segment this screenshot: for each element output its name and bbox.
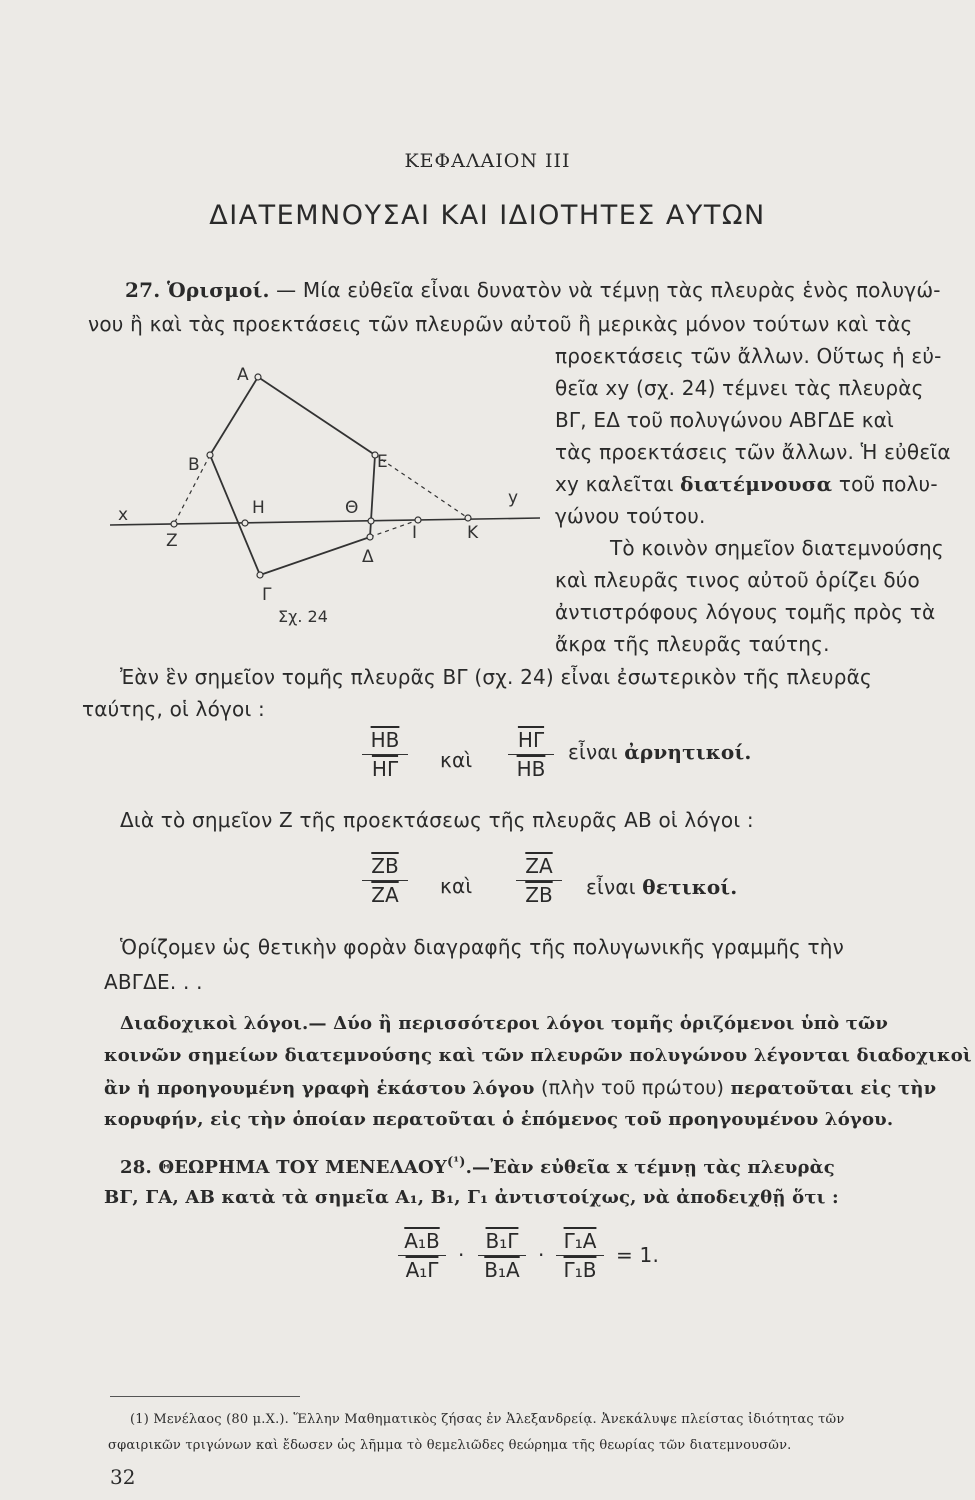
fraction-num: $\overline{ZA}$ — [525, 854, 553, 878]
fraction-HB-HG — [362, 727, 408, 782]
para3-line1: Ἐὰν ἓν σημεῖον τομῆς πλευρᾶς ΒΓ (σχ. 24) εἶναι ἐσωτερικὸν τῆς πλευρᾶς — [120, 665, 872, 689]
word-negative: ἀρνητικοί. — [624, 740, 752, 764]
ext-GD — [370, 520, 418, 537]
sec27-line1-text: — Μία εὐθεῖα εἶναι δυνατὸν νὰ τέμνῃ τὰς πλευρὰς ἑνὸς πολυγώ- — [276, 278, 941, 302]
label-H: Η — [252, 498, 265, 518]
footnote-rule — [110, 1396, 300, 1397]
succ-line1-text: — Δύο ἢ περισσότεροι λόγοι τομῆς ὁριζόμενοι ὑπὸ τῶν — [308, 1013, 889, 1034]
fraction-bar — [478, 1255, 526, 1256]
fraction-den: Β₁Α — [484, 1258, 520, 1282]
succ-line1 — [120, 1013, 888, 1034]
para5-line1: Ὁρίζομεν ὡς θετικὴν φορὰν διαγραφῆς τῆς πολυγωνικῆς γραμμῆς τὴν — [120, 935, 845, 959]
label-E: Ε — [377, 452, 388, 472]
fraction-num: $\overline{ZB}$ — [371, 854, 399, 878]
chapter-heading: ΚΕΦΑΛΑΙΟΝ III — [404, 150, 571, 172]
positive-result — [586, 875, 737, 899]
xy-text-b: τοῦ πολυ- — [838, 472, 938, 496]
sec27-heading: Ὁρισμοί. — [166, 278, 270, 302]
para2-line2: καὶ πλευρᾶς τινος αὐτοῦ ὁρίζει δύο — [555, 568, 920, 592]
succ-line2: κοινῶν σημείων διατεμνούσης καὶ τῶν πλευρῶν πολυγώνου λέγονται διαδοχικοὶ — [104, 1045, 972, 1066]
point-Z — [171, 521, 177, 527]
word-and: καὶ — [440, 748, 473, 772]
label-K: Κ — [467, 523, 479, 543]
side-GD — [260, 537, 370, 575]
word-positive: θετικοί. — [642, 875, 738, 899]
figure-24 — [100, 360, 550, 640]
point-K — [465, 515, 471, 521]
fraction-den: Γ₁Β — [563, 1258, 597, 1282]
word-are: εἶναι — [568, 740, 618, 764]
fraction-num: Α₁Β — [404, 1229, 440, 1253]
fraction-bar — [516, 880, 562, 881]
xy-text-a: xy καλεῖται — [555, 472, 674, 496]
fraction-ZB-ZA — [362, 853, 408, 908]
label-D: Δ — [362, 547, 374, 567]
fraction-den: ΖΑ — [371, 883, 399, 907]
sec27-gon-line: γώνου τούτου. — [555, 504, 706, 528]
fraction-num: $\overline{H\Gamma}$ — [517, 728, 545, 752]
sec27-xy-line — [555, 472, 938, 496]
fraction-bar — [362, 754, 408, 755]
footnote-line1: (1) Μενέλαος (80 μ.Χ.). Ἕλλην Μαθηματικὸς ζήσας ἐν Ἀλεξανδρείᾳ. Ἀνεκάλυψε πλείστας ἰδιότητας τῶν — [130, 1412, 845, 1427]
formula-equals: = 1. — [616, 1243, 659, 1267]
formula-frac-1 — [398, 1228, 446, 1283]
label-B: Β — [188, 455, 200, 475]
fraction-num: $\overline{HB}$ — [370, 728, 400, 752]
succ-heading: Διαδοχικοὶ λόγοι. — [120, 1013, 309, 1034]
sec27-number: 27. — [125, 278, 161, 302]
sec27-right-line3: ΒΓ, ΕΔ τοῦ πολυγώνου ΑΒΓΔΕ καὶ — [555, 408, 895, 432]
sec27-line1 — [125, 278, 941, 302]
label-y: y — [508, 488, 519, 508]
para4: Διὰ τὸ σημεῖον Ζ τῆς προεκτάσεως τῆς πλευρᾶς ΑΒ οἱ λόγοι : — [120, 808, 754, 832]
figure-caption: Σχ. 24 — [278, 607, 328, 626]
fraction-num: Γ₁Α — [563, 1229, 597, 1253]
formula-frac-3 — [556, 1228, 604, 1283]
point-B — [207, 452, 213, 458]
point-H — [242, 520, 248, 526]
succ-line4: κορυφήν, εἰς τὴν ὁποίαν περατοῦται ὁ ἑπόμενος τοῦ προηγουμένου λόγου. — [104, 1109, 894, 1130]
point-D — [367, 534, 373, 540]
fraction-num: Β₁Γ — [485, 1229, 519, 1253]
point-G — [257, 572, 263, 578]
para5-line2: ΑΒΓΔΕ. . . — [104, 970, 203, 994]
sec27-right-line2: θεῖα xy (σχ. 24) τέμνει τὰς πλευρὰς — [555, 376, 924, 400]
negative-result — [568, 740, 751, 764]
fraction-bar — [556, 1255, 604, 1256]
sec27-right-line4: τὰς προεκτάσεις τῶν ἄλλων. Ἡ εὐθεῖα — [555, 440, 951, 464]
fraction-bar — [398, 1255, 446, 1256]
succ-line3 — [104, 1077, 936, 1099]
para2-line3: ἀντιστρόφους λόγους τομῆς πρὸς τὰ — [555, 600, 936, 624]
succ-line3a: ἂν ἡ προηγουμένη γραφὴ ἑκάστου λόγου — [104, 1078, 535, 1099]
sec27-right-line1: προεκτάσεις τῶν ἄλλων. Οὕτως ἡ εὐ- — [555, 344, 942, 368]
sec28-line1 — [120, 1155, 835, 1178]
fraction-bar — [508, 754, 554, 755]
footnote-line2: σφαιρικῶν τριγώνων καὶ ἔδωσεν ὡς λῆμμα τὸ θεμελιῶδες θεώρημα τῆς θεωρίας τῶν διατεμνουσῶν. — [108, 1438, 792, 1453]
label-Th: Θ — [345, 498, 359, 518]
label-A: Α — [237, 365, 249, 385]
fraction-den: ΖΒ — [525, 883, 553, 907]
fraction-den: Α₁Γ — [405, 1258, 439, 1282]
fraction-HG-HB — [508, 727, 554, 782]
label-G: Γ — [262, 585, 272, 605]
term-diatemnousa: διατέμνουσα — [680, 472, 833, 496]
label-Z: Ζ — [166, 531, 178, 551]
chapter-title: ΔΙΑΤΕΜΝΟΥΣΑΙ ΚΑΙ ΙΔΙΟΤΗΤΕΣ ΑΥΤΩΝ — [209, 200, 766, 231]
side-AB — [210, 377, 258, 455]
succ-line3b: (πλὴν τοῦ πρώτου) — [541, 1077, 725, 1099]
word-are-2: εἶναι — [586, 875, 636, 899]
fraction-den: ΗΒ — [516, 757, 546, 781]
footnote-ref: (¹) — [446, 1155, 466, 1170]
fraction-bar — [362, 880, 408, 881]
page-number: 32 — [110, 1465, 136, 1489]
point-Th — [368, 518, 374, 524]
label-I: Ι — [412, 523, 418, 543]
sec28-heading: 28. ΘΕΩΡΗΜΑ ΤΟΥ ΜΕΝΕΛΑΟΥ — [120, 1157, 447, 1178]
para2-line4: ἄκρα τῆς πλευρᾶς ταύτης. — [555, 632, 830, 656]
para3-line2: ταύτης, οἱ λόγοι : — [82, 697, 265, 721]
fraction-ZA-ZB — [516, 853, 562, 908]
sec27-line2: νου ἢ καὶ τὰς προεκτάσεις τῶν πλευρῶν αὐτοῦ ἢ μερικὰς μόνον τούτων καὶ τὰς — [88, 312, 913, 336]
succ-line3c: περατοῦται εἰς τὴν — [730, 1078, 937, 1099]
formula-dot-2: · — [538, 1243, 545, 1267]
formula-frac-2 — [478, 1228, 526, 1283]
fraction-den: ΗΓ — [371, 757, 399, 781]
point-A — [255, 374, 261, 380]
label-x: x — [118, 505, 129, 525]
formula-dot-1: · — [458, 1243, 465, 1267]
word-and-2: καὶ — [440, 874, 473, 898]
ext-AE — [375, 455, 468, 518]
sec28-line2: ΒΓ, ΓΑ, ΑΒ κατὰ τὰ σημεῖα Α₁, Β₁, Γ₁ ἀντιστοίχως, νὰ ἀποδειχθῇ ὅτι : — [104, 1187, 839, 1208]
sec28-line1-text: .—Ἐὰν εὐθεῖα x τέμνῃ τὰς πλευρὰς — [465, 1157, 835, 1178]
para2-line1: Τὸ κοινὸν σημεῖον διατεμνούσης — [610, 536, 944, 560]
